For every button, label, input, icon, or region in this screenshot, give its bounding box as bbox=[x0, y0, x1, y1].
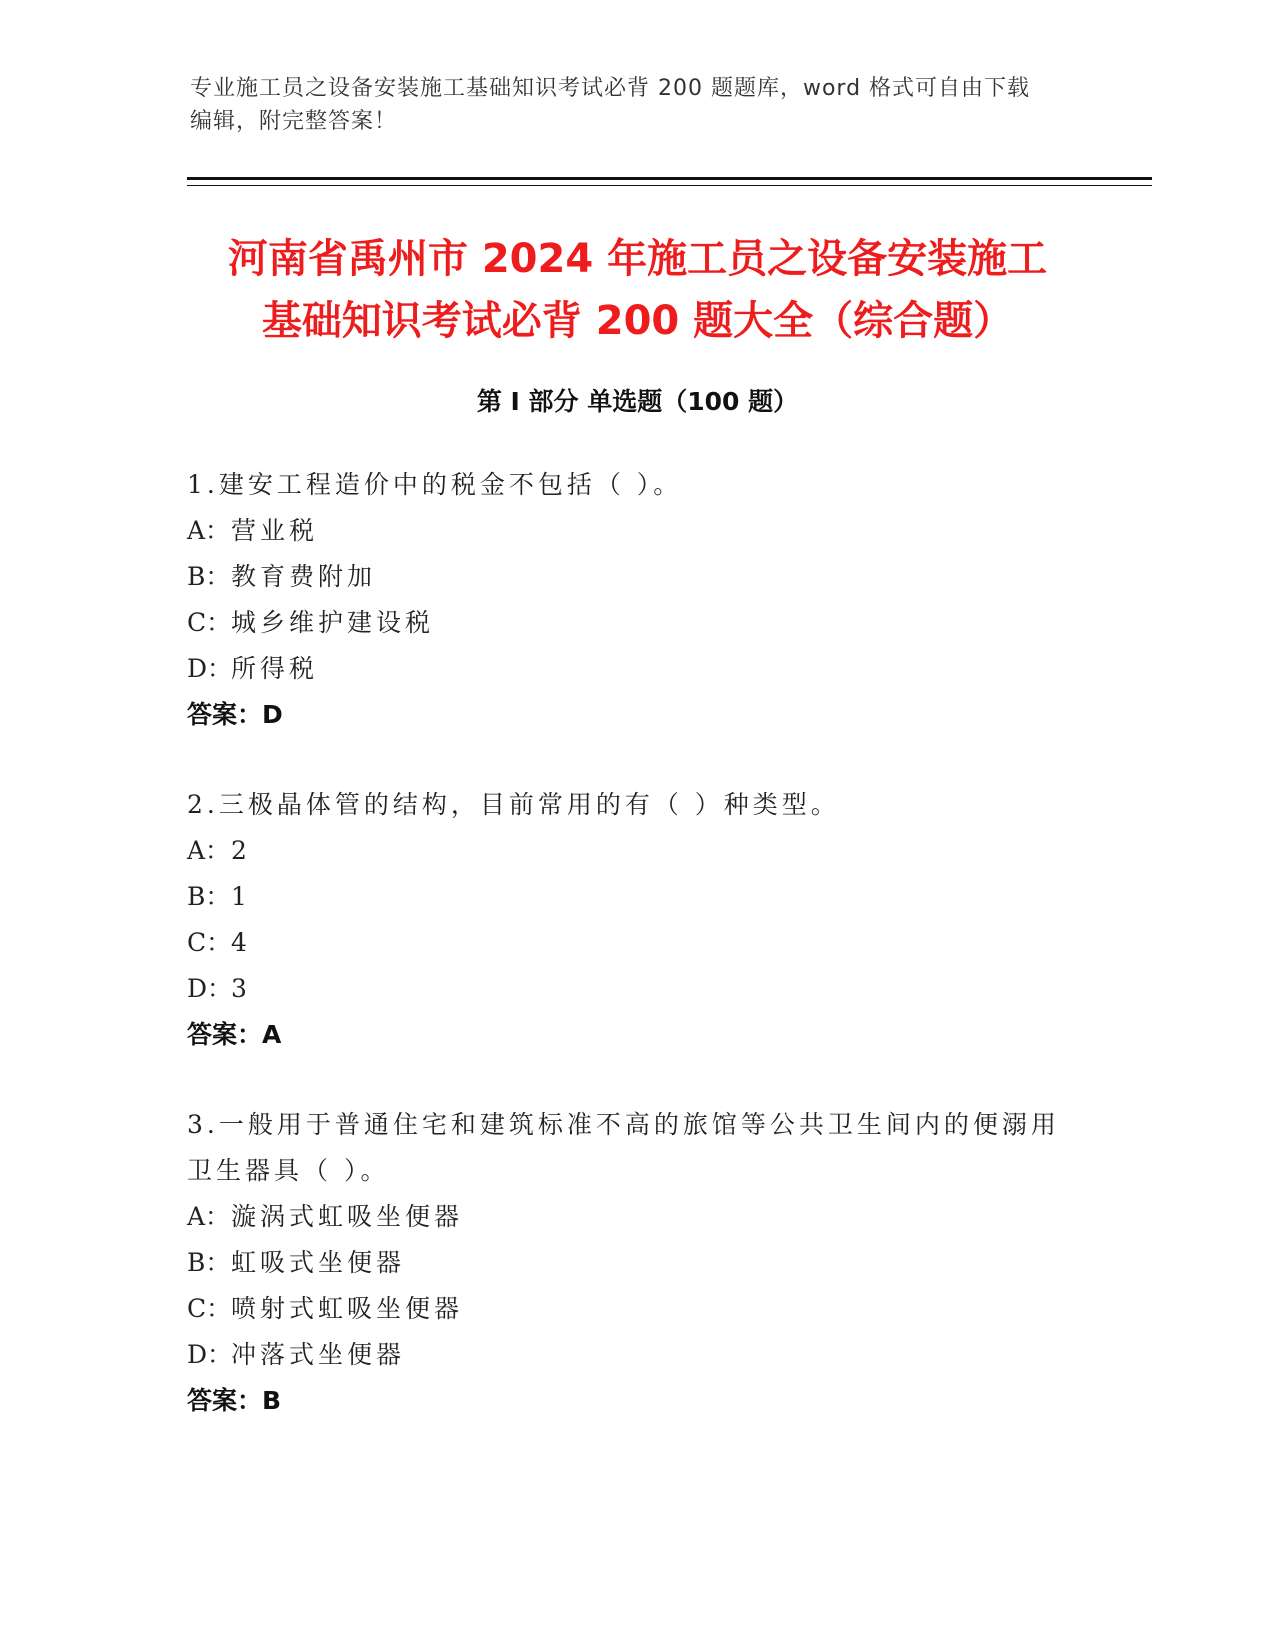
question-stem: 2.三极晶体管的结构，目前常用的有（ ）种类型。 bbox=[187, 790, 840, 819]
option-a bbox=[187, 828, 1087, 874]
option-key: C： bbox=[187, 928, 232, 957]
option-b bbox=[187, 874, 1087, 920]
option-text: 2 bbox=[231, 836, 251, 865]
option-text: 漩涡式虹吸坐便器 bbox=[231, 1202, 464, 1231]
option-key: A： bbox=[187, 516, 231, 545]
option-key: A： bbox=[187, 836, 231, 865]
option-text: 喷射式虹吸坐便器 bbox=[231, 1294, 464, 1323]
option-d bbox=[187, 966, 1087, 1012]
answer: 答案：B bbox=[187, 1386, 282, 1415]
header-note-line2: 编辑，附完整答案！ bbox=[190, 109, 398, 134]
option-a bbox=[187, 508, 1087, 554]
document-title bbox=[150, 228, 1125, 352]
document-title-line2: 基础知识考试必背 200 题大全（综合题） bbox=[261, 298, 1014, 344]
question-2 bbox=[187, 782, 1087, 1058]
option-key: C： bbox=[187, 1294, 232, 1323]
question-stem: 3.一般用于普通住宅和建筑标准不高的旅馆等公共卫生间内的便溺用 bbox=[187, 1110, 1060, 1139]
header-note bbox=[190, 72, 1090, 138]
option-text: 虹吸式坐便器 bbox=[231, 1248, 406, 1277]
question-stem: 1.建安工程造价中的税金不包括（ ）。 bbox=[187, 470, 683, 499]
option-key: D： bbox=[187, 654, 233, 683]
document-title-line1: 河南省禹州市 2024 年施工员之设备安装施工 bbox=[227, 236, 1048, 282]
option-c bbox=[187, 920, 1087, 966]
option-key: B： bbox=[187, 562, 231, 591]
option-c bbox=[187, 1286, 1087, 1332]
option-key: B： bbox=[187, 1248, 231, 1277]
option-b bbox=[187, 1240, 1087, 1286]
option-text: 城乡维护建设税 bbox=[231, 608, 435, 637]
option-key: D： bbox=[187, 974, 233, 1003]
option-text: 1 bbox=[231, 882, 251, 911]
question-stem-continued: 卫生器具（ ）。 bbox=[187, 1156, 390, 1185]
header-divider-thick bbox=[187, 177, 1152, 180]
option-a bbox=[187, 1194, 1087, 1240]
option-text: 冲落式坐便器 bbox=[231, 1340, 406, 1369]
question-1 bbox=[187, 462, 1087, 738]
question-3 bbox=[187, 1102, 1087, 1424]
option-d bbox=[187, 1332, 1087, 1378]
option-key: A： bbox=[187, 1202, 231, 1231]
header-note-line1: 专业施工员之设备安装施工基础知识考试必背 200 题题库，word 格式可自由下载 bbox=[190, 76, 1031, 101]
option-text: 教育费附加 bbox=[231, 562, 377, 591]
option-key: D： bbox=[187, 1340, 233, 1369]
option-text: 4 bbox=[231, 928, 251, 957]
answer: 答案：A bbox=[187, 1020, 282, 1049]
option-d bbox=[187, 646, 1087, 692]
option-key: B： bbox=[187, 882, 231, 911]
header-divider-thin bbox=[187, 185, 1152, 186]
answer: 答案：D bbox=[187, 700, 283, 729]
option-text: 营业税 bbox=[231, 516, 319, 545]
option-text: 3 bbox=[231, 974, 251, 1003]
option-b bbox=[187, 554, 1087, 600]
option-text: 所得税 bbox=[231, 654, 319, 683]
option-c bbox=[187, 600, 1087, 646]
section-heading: 第 I 部分 单选题（100 题） bbox=[476, 387, 799, 416]
option-key: C： bbox=[187, 608, 232, 637]
